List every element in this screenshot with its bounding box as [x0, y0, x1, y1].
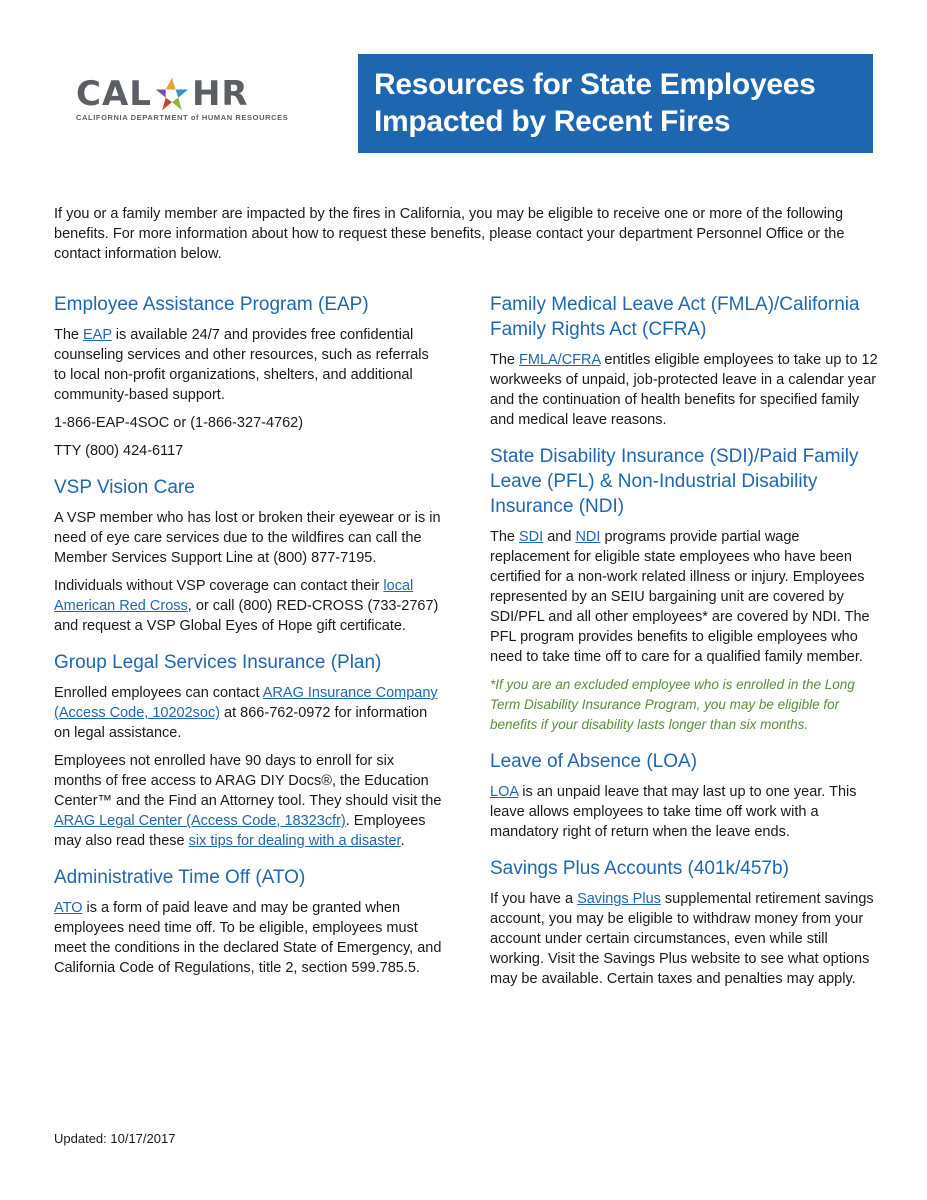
left-column	[54, 292, 444, 992]
eap-title: Employee Assistance Program (EAP)	[54, 294, 369, 315]
eap-tty: TTY (800) 424-6117	[54, 443, 184, 459]
vsp-title: VSP Vision Care	[54, 477, 195, 498]
eap-description	[54, 325, 444, 405]
eap-link[interactable]: EAP	[83, 327, 112, 343]
calhr-logo	[76, 74, 316, 122]
red-cross-link[interactable]: local American Red Cross	[54, 578, 414, 614]
sdi-link[interactable]: SDI	[519, 529, 544, 545]
ndi-link[interactable]: NDI	[575, 529, 601, 545]
star-logo-icon	[154, 76, 190, 112]
logo-text-hr: HR	[191, 74, 249, 114]
ato-text-post: is a form of paid leave and may be granted when employees need time off. To be eligible, employees must meet the conditions in the declared State of Emergency, and California Code of Regulations, title 2, section 599.785.5.	[54, 900, 442, 976]
savings-text-pre: If you have a	[490, 891, 578, 907]
savings-plus-link[interactable]: Savings Plus	[577, 891, 661, 907]
arag-legal-center-link[interactable]: ARAG Legal Center (Access Code, 18323cfr)	[54, 813, 346, 829]
sdi-title: State Disability Insurance (SDI)/Paid Family Leave (PFL) & Non-Industrial Disability Insurance (NDI)	[490, 446, 859, 517]
right-column	[490, 292, 880, 1003]
loa-paragraph	[490, 782, 880, 842]
vsp-text-post: , or call (800) RED-CROSS (733-2767) and request a VSP Global Eyes of Hope gift certificate.	[54, 598, 439, 634]
sdi-footnote: *If you are an excluded employee who is enrolled in the Long Term Disability Insurance Program, you may be eligible for benefits if your disability lasts longer than six months.	[490, 677, 855, 732]
fmla-text-pre: The	[490, 352, 520, 368]
sdi-paragraph	[490, 527, 880, 667]
savings-paragraph	[490, 889, 880, 989]
legal-section	[54, 650, 444, 851]
ato-section	[54, 865, 444, 978]
legal-text-pre: Enrolled employees can contact	[54, 685, 263, 701]
legal-paragraph-2	[54, 751, 444, 851]
legal-text-post: at 866-762-0972 for information on legal assistance.	[54, 705, 428, 741]
sdi-text-post: programs provide partial wage replacement for eligible state employees who have been certified for a non-work related illness or injury. Employees represented by an SEIU bargaining unit are covered by SDI/PFL and all other employees* are covered by NDI. The PFL program provides benefits to eligible employees who need to take time off to care for a qualified family member.	[490, 529, 870, 665]
legal-p2-post: .	[400, 833, 405, 849]
loa-link[interactable]: LOA	[490, 784, 519, 800]
legal-title: Group Legal Services Insurance (Plan)	[54, 652, 382, 673]
loa-title: Leave of Absence (LOA)	[490, 751, 698, 772]
eap-section	[54, 292, 444, 461]
legal-p2-pre: Employees not enrolled have 90 days to enroll for six months of free access to ARAG DIY Docs®, the Education Center™ and the Find an Attorney tool. They should visit the	[54, 753, 442, 809]
fmla-section	[490, 292, 880, 430]
vsp-paragraph-1: A VSP member who has lost or broken their eyewear or is in need of eye care services due to the wildfires can call the Member Services Support Line at (800) 877-7195.	[54, 510, 441, 566]
logo-subtitle: CALIFORNIA DEPARTMENT of HUMAN RESOURCES	[76, 113, 289, 122]
savings-title: Savings Plus Accounts (401k/457b)	[490, 858, 789, 879]
eap-text-pre: The	[54, 327, 84, 343]
sdi-text-pre: The	[490, 529, 520, 545]
ato-title: Administrative Time Off (ATO)	[54, 867, 306, 888]
fmla-text-post: entitles eligible employees to take up to 12 workweeks of unpaid, job-protected leave in a calendar year and the continuation of health benefits for specified family and medical leave reasons.	[490, 352, 878, 428]
eap-text-post: is available 24/7 and provides free confidential counseling services and other resources, such as referrals to local non-profit organizations, shelters, and additional community-based support.	[54, 327, 429, 403]
sdi-section	[490, 444, 880, 735]
savings-section	[490, 856, 880, 989]
ato-paragraph	[54, 898, 444, 978]
logo-text-cal: CAL	[76, 74, 152, 114]
updated-date: Updated: 10/17/2017	[54, 1131, 176, 1146]
loa-text-post: is an unpaid leave that may last up to one year. This leave allows employees to take time off work with a mandatory right of return when the leave ends.	[490, 784, 857, 840]
sdi-text-mid: and	[543, 529, 576, 545]
vsp-paragraph-2	[54, 576, 444, 636]
logo-wordmark	[76, 74, 316, 114]
banner-title-line-2: Impacted by Recent Fires	[374, 105, 731, 138]
disaster-tips-link[interactable]: six tips for dealing with a disaster	[188, 833, 401, 849]
eap-phone: 1-866-EAP-4SOC or (1-866-327-4762)	[54, 415, 304, 431]
fmla-cfra-link[interactable]: FMLA/CFRA	[519, 352, 601, 368]
fmla-paragraph	[490, 350, 880, 430]
arag-insurance-link[interactable]: ARAG Insurance Company (Access Code, 10202soc)	[54, 685, 438, 721]
legal-p2-mid: . Employees may also read these	[54, 813, 426, 849]
vsp-text-pre: Individuals without VSP coverage can contact their	[54, 578, 384, 594]
legal-paragraph-1	[54, 683, 444, 743]
banner-title-line-1: Resources for State Employees	[374, 68, 816, 101]
intro-paragraph: If you or a family member are impacted by the fires in California, you may be eligible to receive one or more of the following benefits. For more information about how to request these benefits, please contact your department Personnel Office or the contact information below.	[54, 206, 845, 262]
title-banner	[358, 54, 873, 153]
fmla-title: Family Medical Leave Act (FMLA)/California Family Rights Act (CFRA)	[490, 294, 860, 340]
loa-section	[490, 749, 880, 842]
vsp-section	[54, 475, 444, 636]
ato-link[interactable]: ATO	[54, 900, 83, 916]
savings-text-post: supplemental retirement savings account, you may be eligible to withdraw money from your account under certain circumstances, even while still working. Visit the Savings Plus website to see what options may be available. Certain taxes and penalties may apply.	[490, 891, 874, 987]
